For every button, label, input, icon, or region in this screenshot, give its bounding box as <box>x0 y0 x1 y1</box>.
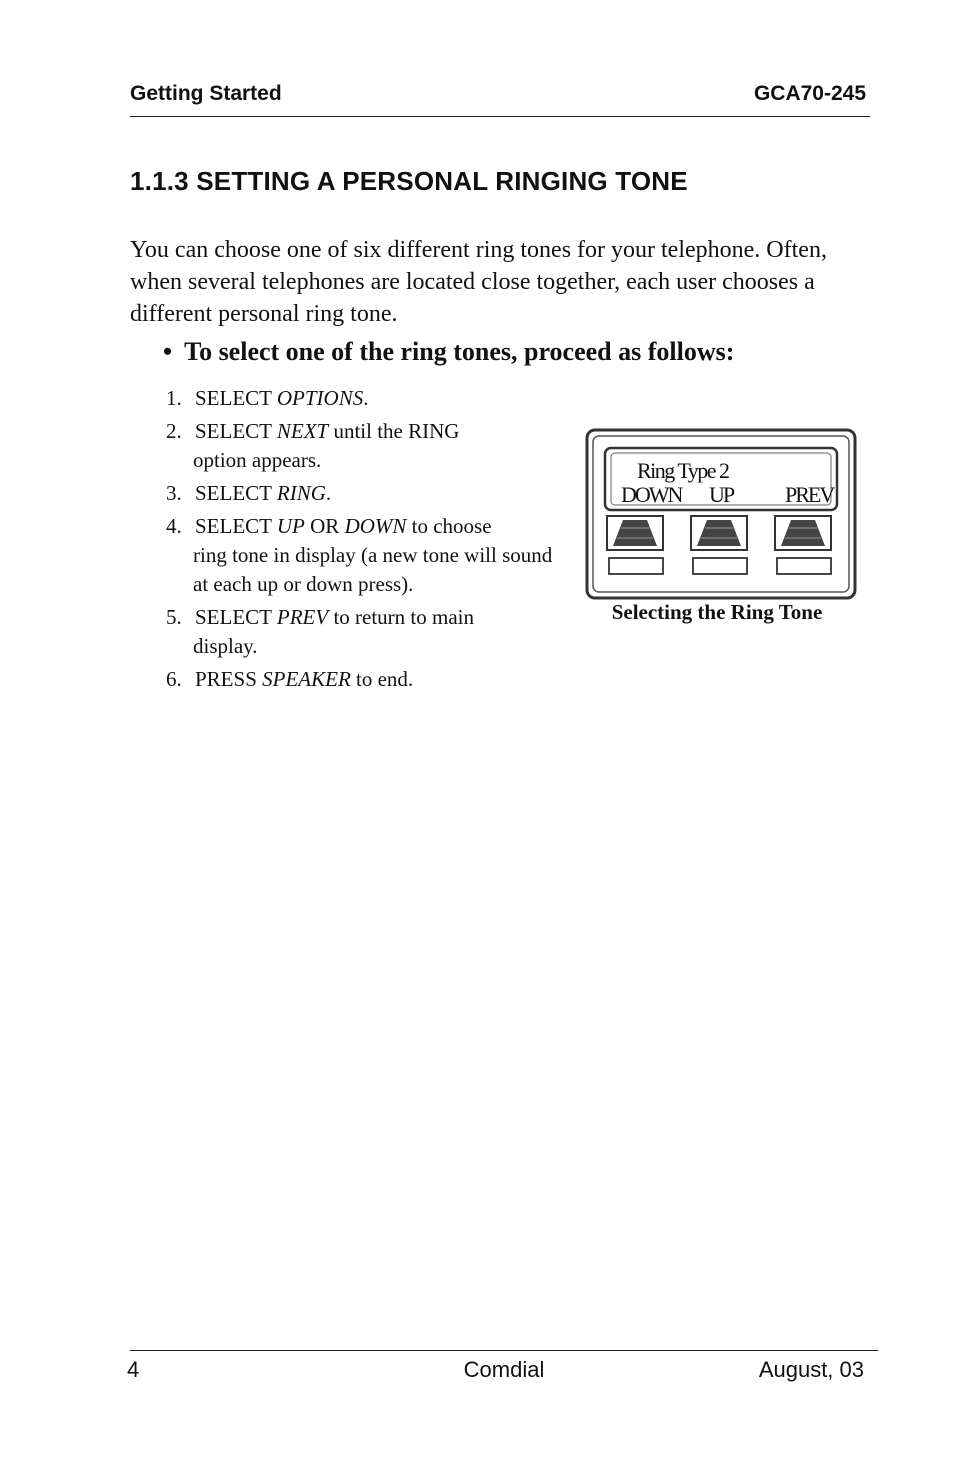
step-text: . <box>363 386 369 410</box>
step-number: 5. <box>166 605 182 629</box>
step-keyword: SPEAKER <box>262 667 351 691</box>
step-keyword: PREV <box>276 605 329 629</box>
page-footer <box>127 1350 878 1387</box>
step-item <box>166 479 556 508</box>
label-strip <box>777 558 831 574</box>
lcd-softkey-label: PREV <box>785 482 834 507</box>
procedure-heading-text: To select one of the ring tones, proceed as follows: <box>184 337 735 366</box>
intro-paragraph: You can choose one of six different ring tones for your telephone. Often, when several telephones are located close together, each user chooses a different personal ring tone. <box>130 237 827 327</box>
step-number: 3. <box>166 481 182 505</box>
step-continuation: display. <box>193 634 258 658</box>
step-item <box>166 384 556 413</box>
softkey-button-1 <box>607 516 663 550</box>
label-strip <box>693 558 747 574</box>
header-doc-number: GCA70-245 <box>753 82 866 105</box>
step-text: SELECT <box>195 419 277 443</box>
footer-date: August, 03 <box>758 1357 864 1382</box>
step-keyword: DOWN <box>344 514 407 538</box>
step-keyword: RING <box>276 481 326 505</box>
figure-caption: Selecting the Ring Tone <box>611 600 823 624</box>
step-item <box>166 512 556 599</box>
header-section-name: Getting Started <box>130 82 282 105</box>
step-keyword: UP <box>276 514 305 538</box>
step-item <box>166 603 556 661</box>
step-text: PRESS <box>195 667 263 691</box>
step-keyword: OPTIONS <box>276 386 364 410</box>
step-continuation: ring tone in display (a new tone will sound at each up or down press). <box>193 543 553 596</box>
lcd-softkey-label: DOWN <box>621 482 682 507</box>
page-number: 4 <box>127 1357 140 1382</box>
step-text: SELECT <box>195 481 277 505</box>
section-title: 1.1.3 SETTING A PERSONAL RINGING TONE <box>130 166 688 196</box>
lcd-softkey-label: UP <box>709 482 734 507</box>
footer-company: Comdial <box>463 1357 545 1382</box>
step-item <box>166 665 556 694</box>
step-number: 2. <box>166 419 182 443</box>
step-number: 6. <box>166 667 182 691</box>
lcd-line-1: Ring Type 2 <box>637 458 729 483</box>
label-strip <box>609 558 663 574</box>
step-number: 1. <box>166 386 182 410</box>
step-number: 4. <box>166 514 182 538</box>
step-text: SELECT <box>195 386 277 410</box>
phone-display-illustration <box>585 428 857 600</box>
step-text: to end. <box>350 667 414 691</box>
step-text: until the RING <box>328 419 460 443</box>
step-text: to choose <box>406 514 492 538</box>
softkey-button-3 <box>775 516 831 550</box>
steps-list <box>166 384 556 698</box>
step-text: OR <box>304 514 345 538</box>
step-text: . <box>325 481 332 505</box>
softkey-button-2 <box>691 516 747 550</box>
step-keyword: NEXT <box>276 419 329 443</box>
bullet-symbol: • <box>163 337 173 366</box>
step-continuation: option appears. <box>193 448 322 472</box>
step-text: SELECT <box>195 514 277 538</box>
step-text: to return to main <box>328 605 474 629</box>
procedure-heading <box>163 337 734 367</box>
step-item <box>166 417 556 475</box>
step-text: SELECT <box>195 605 277 629</box>
page-header <box>130 80 870 117</box>
